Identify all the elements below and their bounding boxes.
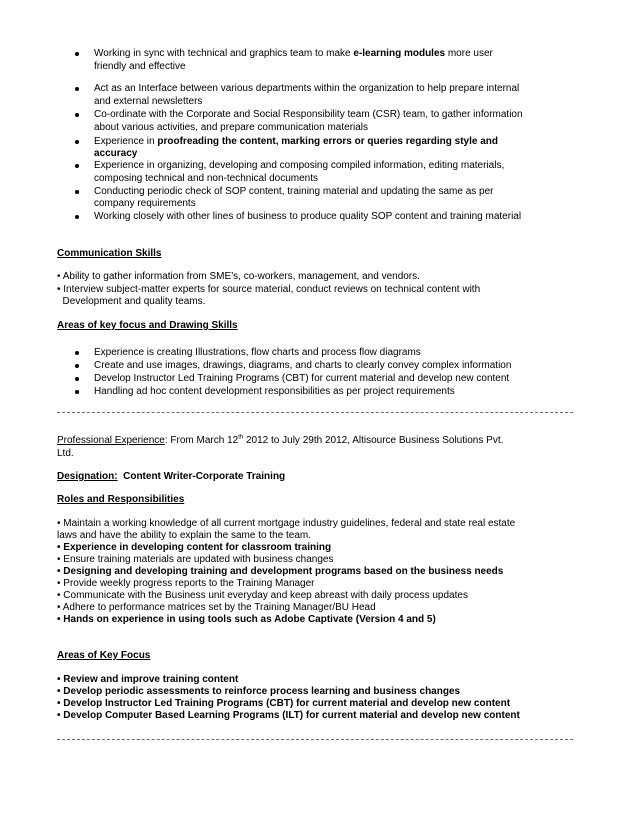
section-divider [57, 739, 573, 740]
bullet [75, 364, 79, 368]
list-item: Working closely with other lines of business to produce quality SOP content and training material [94, 211, 522, 222]
roles-line: • Maintain a working knowledge of all current mortgage industry guidelines, federal and state real estate [57, 518, 516, 529]
communication-line: • Interview subject-matter experts for source material, conduct reviews on technical content with [57, 284, 481, 295]
list-item: Experience is creating Illustrations, flow charts and process flow diagrams [94, 347, 421, 358]
bullet [75, 164, 79, 168]
roles-line: laws and have the ability to explain the same to the team. [57, 530, 312, 541]
bullet [75, 140, 79, 144]
experience-line: Professional Experience: From March 12th 2012 to July 29th 2012, Altisource Business Solutions Pvt. [57, 434, 504, 446]
list-item-cont: company requirements [94, 198, 196, 209]
bullet [75, 52, 79, 56]
list-item-cont: and external newsletters [94, 96, 203, 107]
key-focus-line: • Develop periodic assessments to reinforce process learning and business changes [57, 686, 461, 697]
bullet [75, 113, 79, 117]
key-focus-drawing-heading: Areas of key focus and Drawing Skills [57, 320, 238, 331]
communication-line: • Ability to gather information from SME’s, co-workers, management, and vendors. [57, 271, 420, 282]
list-item: Create and use images, drawings, diagrams, and charts to clearly convey complex information [94, 360, 512, 371]
bullet [75, 351, 79, 355]
list-item: Experience in proofreading the content, marking errors or queries regarding style and [94, 136, 498, 147]
roles-line: • Ensure training materials are updated with business changes [57, 554, 334, 565]
bullet [75, 215, 79, 219]
designation: Designation: Content Writer-Corporate Training [57, 471, 286, 482]
list-item-cont: composing technical and non-technical documents [94, 173, 319, 184]
list-item: Experience in organizing, developing and composing compiled information, editing materials, [94, 160, 505, 171]
bullet [75, 190, 79, 194]
list-item: Handling ad hoc content development responsibilities as per project requirements [94, 386, 455, 397]
roles-line: • Designing and developing training and development programs based on the business needs [57, 566, 504, 577]
list-item: Working in sync with technical and graphics team to make e-learning modules more user [94, 48, 493, 59]
key-focus-line: • Review and improve training content [57, 674, 239, 685]
list-item-cont: about various activities, and prepare communication materials [94, 122, 369, 133]
communication-heading: Communication Skills [57, 248, 162, 259]
section-divider [57, 412, 573, 413]
key-focus-heading: Areas of Key Focus [57, 650, 151, 661]
communication-line: Development and quality teams. [57, 296, 206, 307]
key-focus-line: • Develop Computer Based Learning Programs (ILT) for current material and develop new content [57, 710, 520, 721]
roles-heading: Roles and Responsibilities [57, 494, 185, 505]
list-item: Act as an Interface between various departments within the organization to help prepare internal [94, 83, 520, 94]
list-item: Conducting periodic check of SOP content, training material and updating the same as per [94, 186, 494, 197]
bullet [75, 87, 79, 91]
list-item-cont: accuracy [94, 148, 138, 159]
roles-line: • Adhere to performance matrices set by the Training Manager/BU Head [57, 602, 376, 613]
roles-line: • Experience in developing content for classroom training [57, 542, 332, 553]
experience-line-cont: Ltd. [57, 448, 74, 459]
list-item-cont: friendly and effective [94, 61, 186, 72]
list-item: Develop Instructor Led Training Programs (CBT) for current material and develop new content [94, 373, 510, 384]
roles-line: • Provide weekly progress reports to the Training Manager [57, 578, 315, 589]
roles-line: • Hands on experience in using tools such as Adobe Captivate (Version 4 and 5) [57, 614, 436, 625]
key-focus-line: • Develop Instructor Led Training Programs (CBT) for current material and develop new content [57, 698, 511, 709]
list-item: Co-ordinate with the Corporate and Social Responsibility team (CSR) team, to gather information [94, 109, 523, 120]
bullet [75, 377, 79, 381]
bullet [75, 390, 79, 394]
roles-line: • Communicate with the Business unit everyday and keep abreast with daily process updates [57, 590, 468, 601]
